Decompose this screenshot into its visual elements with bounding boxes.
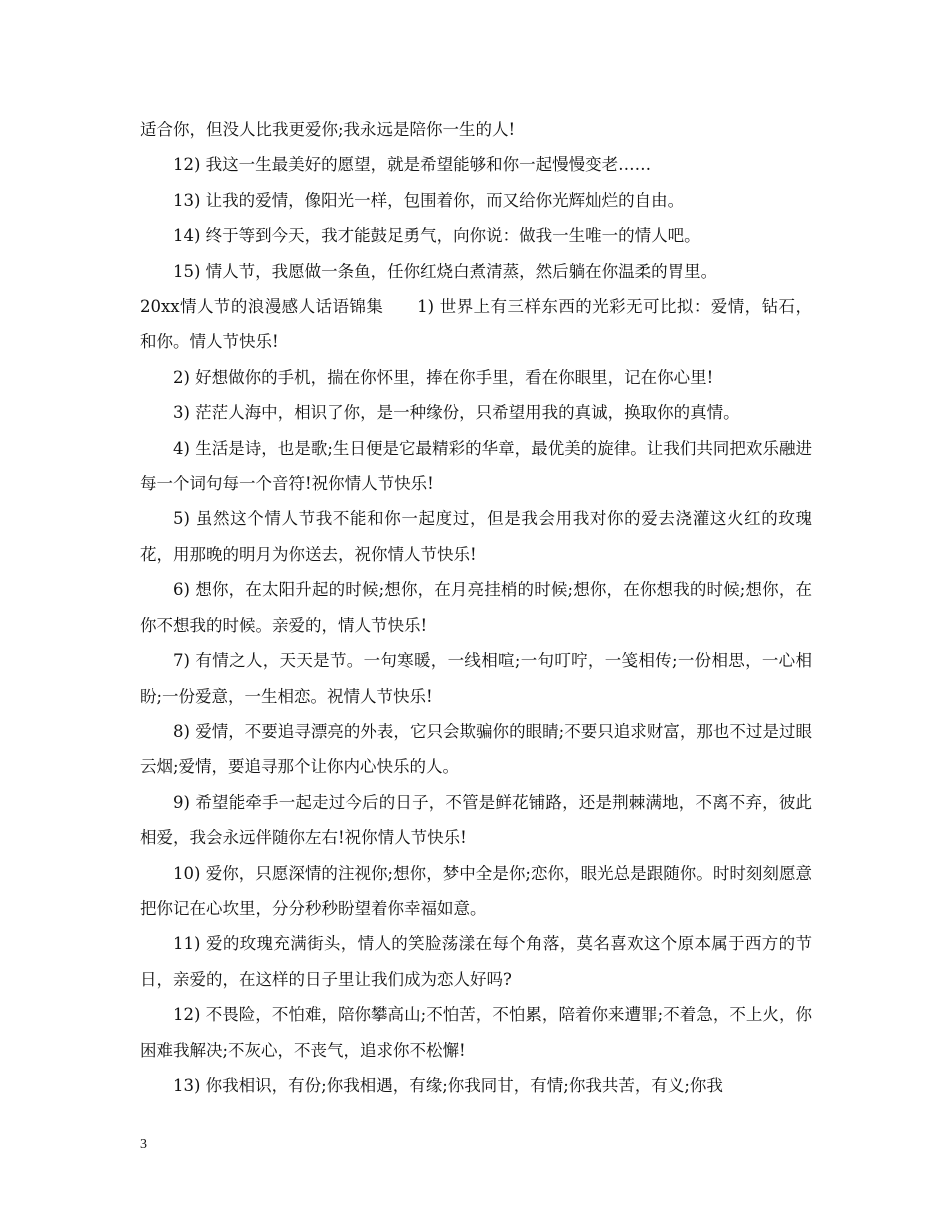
paragraph-5: 15) 情人节，我愿做一条鱼，任你红烧白煮清蒸，然后躺在你温柔的胃里。 (173, 261, 718, 281)
paragraph-1: 适合你，但没人比我更爱你;我永远是陪你一生的人! (140, 120, 516, 139)
paragraph-8: 3) 茫茫人海中，相识了你，是一种缘份，只希望用我的真诚，换取你的真情。 (173, 403, 740, 423)
paragraph-3: 13) 让我的爱情，像阳光一样，包围着你，而又给你光辉灿烂的自由。 (173, 190, 685, 210)
paragraph-12: 7) 有情之人，天天是节。一句寒暖，一线相喧;一句叮咛，一笺相传;一份相思，一心相盼;一份爱意，一生相恋。祝情人节快乐! (140, 651, 812, 706)
paragraph-9: 4) 生活是诗，也是歌;生日便是它最精彩的华章，最优美的旋律。让我们共同把欢乐融进每一个词句每一个音符!祝你情人节快乐! (140, 438, 812, 494)
paragraph-6: 20xx情人节的浪漫感人话语锦集 1) 世界上有三样东西的光彩无可比拟：爱情，钻石，和你。情人节快乐! (140, 297, 812, 352)
page-number: 3 (140, 1137, 147, 1152)
paragraph-14: 9) 希望能牵手一起走过今后的日子，不管是鲜花铺路，还是荆棘满地，不离不弃，彼此相爱，我会永远伴随你左右!祝你情人节快乐! (140, 792, 812, 848)
paragraph-16: 11) 爱的玫瑰充满街头，情人的笑脸荡漾在每个角落，莫名喜欢这个原本属于西方的节日，亲爱的，在这样的日子里让我们成为恋人好吗? (140, 934, 812, 989)
paragraph-4: 14) 终于等到今天，我才能鼓足勇气，向你说：做我一生唯一的情人吧。 (173, 226, 701, 246)
paragraph-11: 6) 想你，在太阳升起的时候;想你，在月亮挂梢的时候;想你，在你想我的时候;想你，在你不想我的时候。亲爱的，情人节快乐! (140, 580, 812, 635)
paragraph-13: 8) 爱情，不要追寻漂亮的外表，它只会欺骗你的眼睛;不要只追求财富，那也不过是过眼云烟;爱情，要追寻那个让你内心快乐的人。 (140, 721, 812, 777)
paragraph-2: 12) 我这一生最美好的愿望，就是希望能够和你一起慢慢变老…… (173, 155, 652, 175)
paragraph-7: 2) 好想做你的手机，揣在你怀里，捧在你手里，看在你眼里，记在你心里! (173, 367, 714, 387)
paragraph-15: 10) 爱你，只愿深情的注视你;想你，梦中全是你;恋你，眼光总是跟随你。时时刻刻愿意把你记在心坎里，分分秒秒盼望着你幸福如意。 (140, 863, 812, 918)
document-body (140, 112, 812, 1103)
paragraph-18: 13) 你我相识，有份;你我相遇，有缘;你我同甘，有情;你我共苦，有义;你我 (173, 1075, 723, 1095)
paragraph-10: 5) 虽然这个情人节我不能和你一起度过，但是我会用我对你的爱去浇灌这火红的玫瑰花，用那晚的明月为你送去，祝你情人节快乐! (140, 509, 812, 564)
paragraph-17: 12) 不畏险，不怕难，陪你攀高山;不怕苦，不怕累，陪着你来遭罪;不着急，不上火，你困难我解决;不灰心，不丧气，追求你不松懈! (140, 1005, 812, 1060)
